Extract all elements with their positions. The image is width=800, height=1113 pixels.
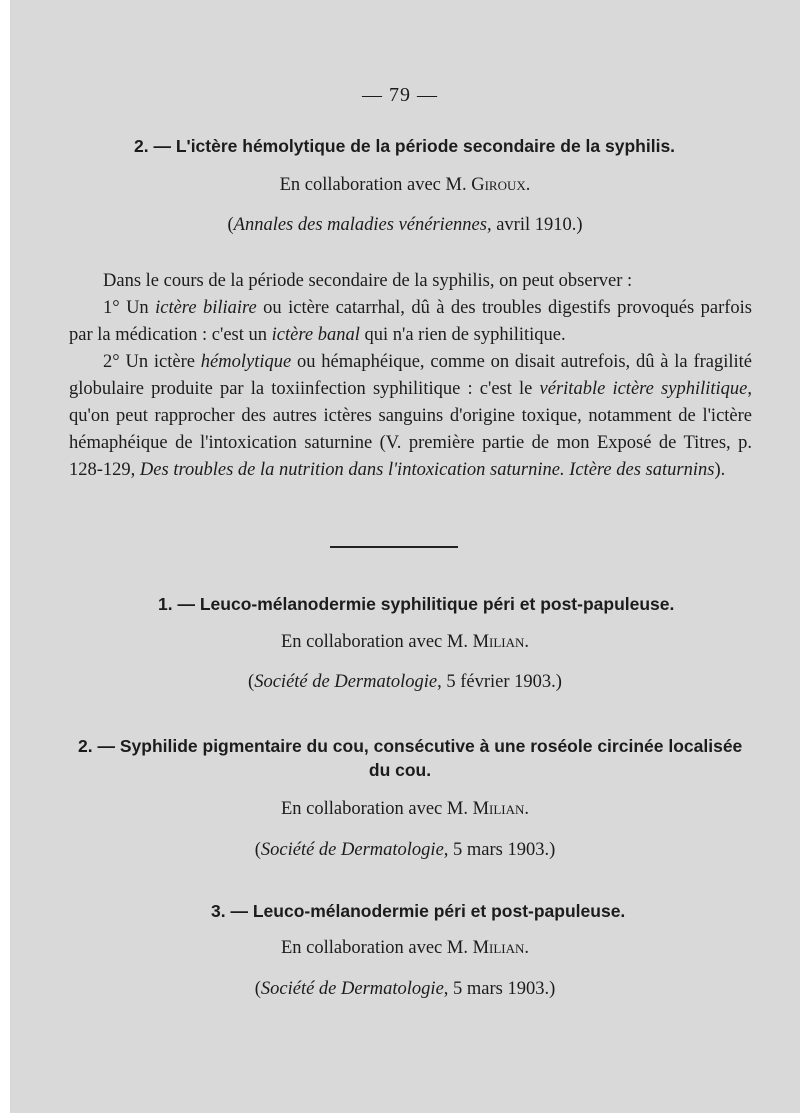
section-heading-icterus [134,136,675,157]
collaborator-name: Milian. [472,632,530,652]
section-divider [330,546,458,548]
journal-name: Société de Dermatologie [260,979,444,999]
intro-paragraph: Dans le cours de la période secondaire de la syphilis, on peut observer : [103,271,633,291]
section-number: 3. [211,901,226,921]
section-number: 2. [78,736,93,756]
section-heading-syphilide [78,736,742,757]
section-heading-leuco-2 [211,901,625,922]
section-title: — Leuco-mélanodermie syphilitique péri et post-papuleuse. [177,594,675,614]
paragraph-1: 1° Un ictère biliaire ou ictère catarrhal, dû à des troubles digestifs provoqués parfois par la médication : c'est un ictère banal qui n'a rien de syphilitique. [69,298,752,345]
source-citation: (Société de Dermatologie, 5 février 1903.) [248,672,562,692]
collaboration-line: En collaboration avec M. Giroux. [279,175,531,195]
collaboration-line: En collaboration avec M. Milian. [280,938,530,958]
paragraph-2: 2° Un ictère hémolytique ou hémaphéique, comme on disait autrefois, dû à la fragilité globulaire produite par la toxiinfection syphilitique : c'est le véritable ictère syphilitique, qu'on peut rapprocher des autres ictères sanguins d'origine toxique, notamment de l'ictère hémaphéique de l'intoxication saturnine (V. première partie de mon Exposé de Titres, p. 128-129, Des troubles de la nutrition dans l'intoxication saturnine. Ictère des saturnins). [69,352,752,480]
section-number: 2. [134,136,149,156]
source-citation: (Société de Dermatologie, 5 mars 1903.) [254,840,556,860]
section-number: 1. [158,594,173,614]
section-title: — Leuco-mélanodermie péri et post-papuleuse. [230,901,626,921]
section-heading-continuation: du cou. [368,760,432,780]
journal-name: Annales des maladies vénériennes [233,215,487,235]
section-heading-leuco [158,594,674,615]
source-citation: (Société de Dermatologie, 5 mars 1903.) [254,979,556,999]
section-title: — Syphilide pigmentaire du cou, consécutive à une roséole circinée localisée [97,736,743,756]
collaborator-name: Giroux. [471,175,531,195]
collaboration-line: En collaboration avec M. Milian. [280,799,530,819]
body-text [69,268,752,484]
page-number: — 79 — [362,84,438,106]
journal-name: Société de Dermatologie [254,672,438,692]
collaboration-line: En collaboration avec M. Milian. [280,632,530,652]
collaborator-name: Milian. [472,799,530,819]
collaborator-name: Milian. [472,938,530,958]
journal-name: Société de Dermatologie [260,840,444,860]
section-title: — L'ictère hémolytique de la période secondaire de la syphilis. [153,136,676,156]
source-citation: (Annales des maladies vénériennes, avril 1910.) [227,215,583,235]
